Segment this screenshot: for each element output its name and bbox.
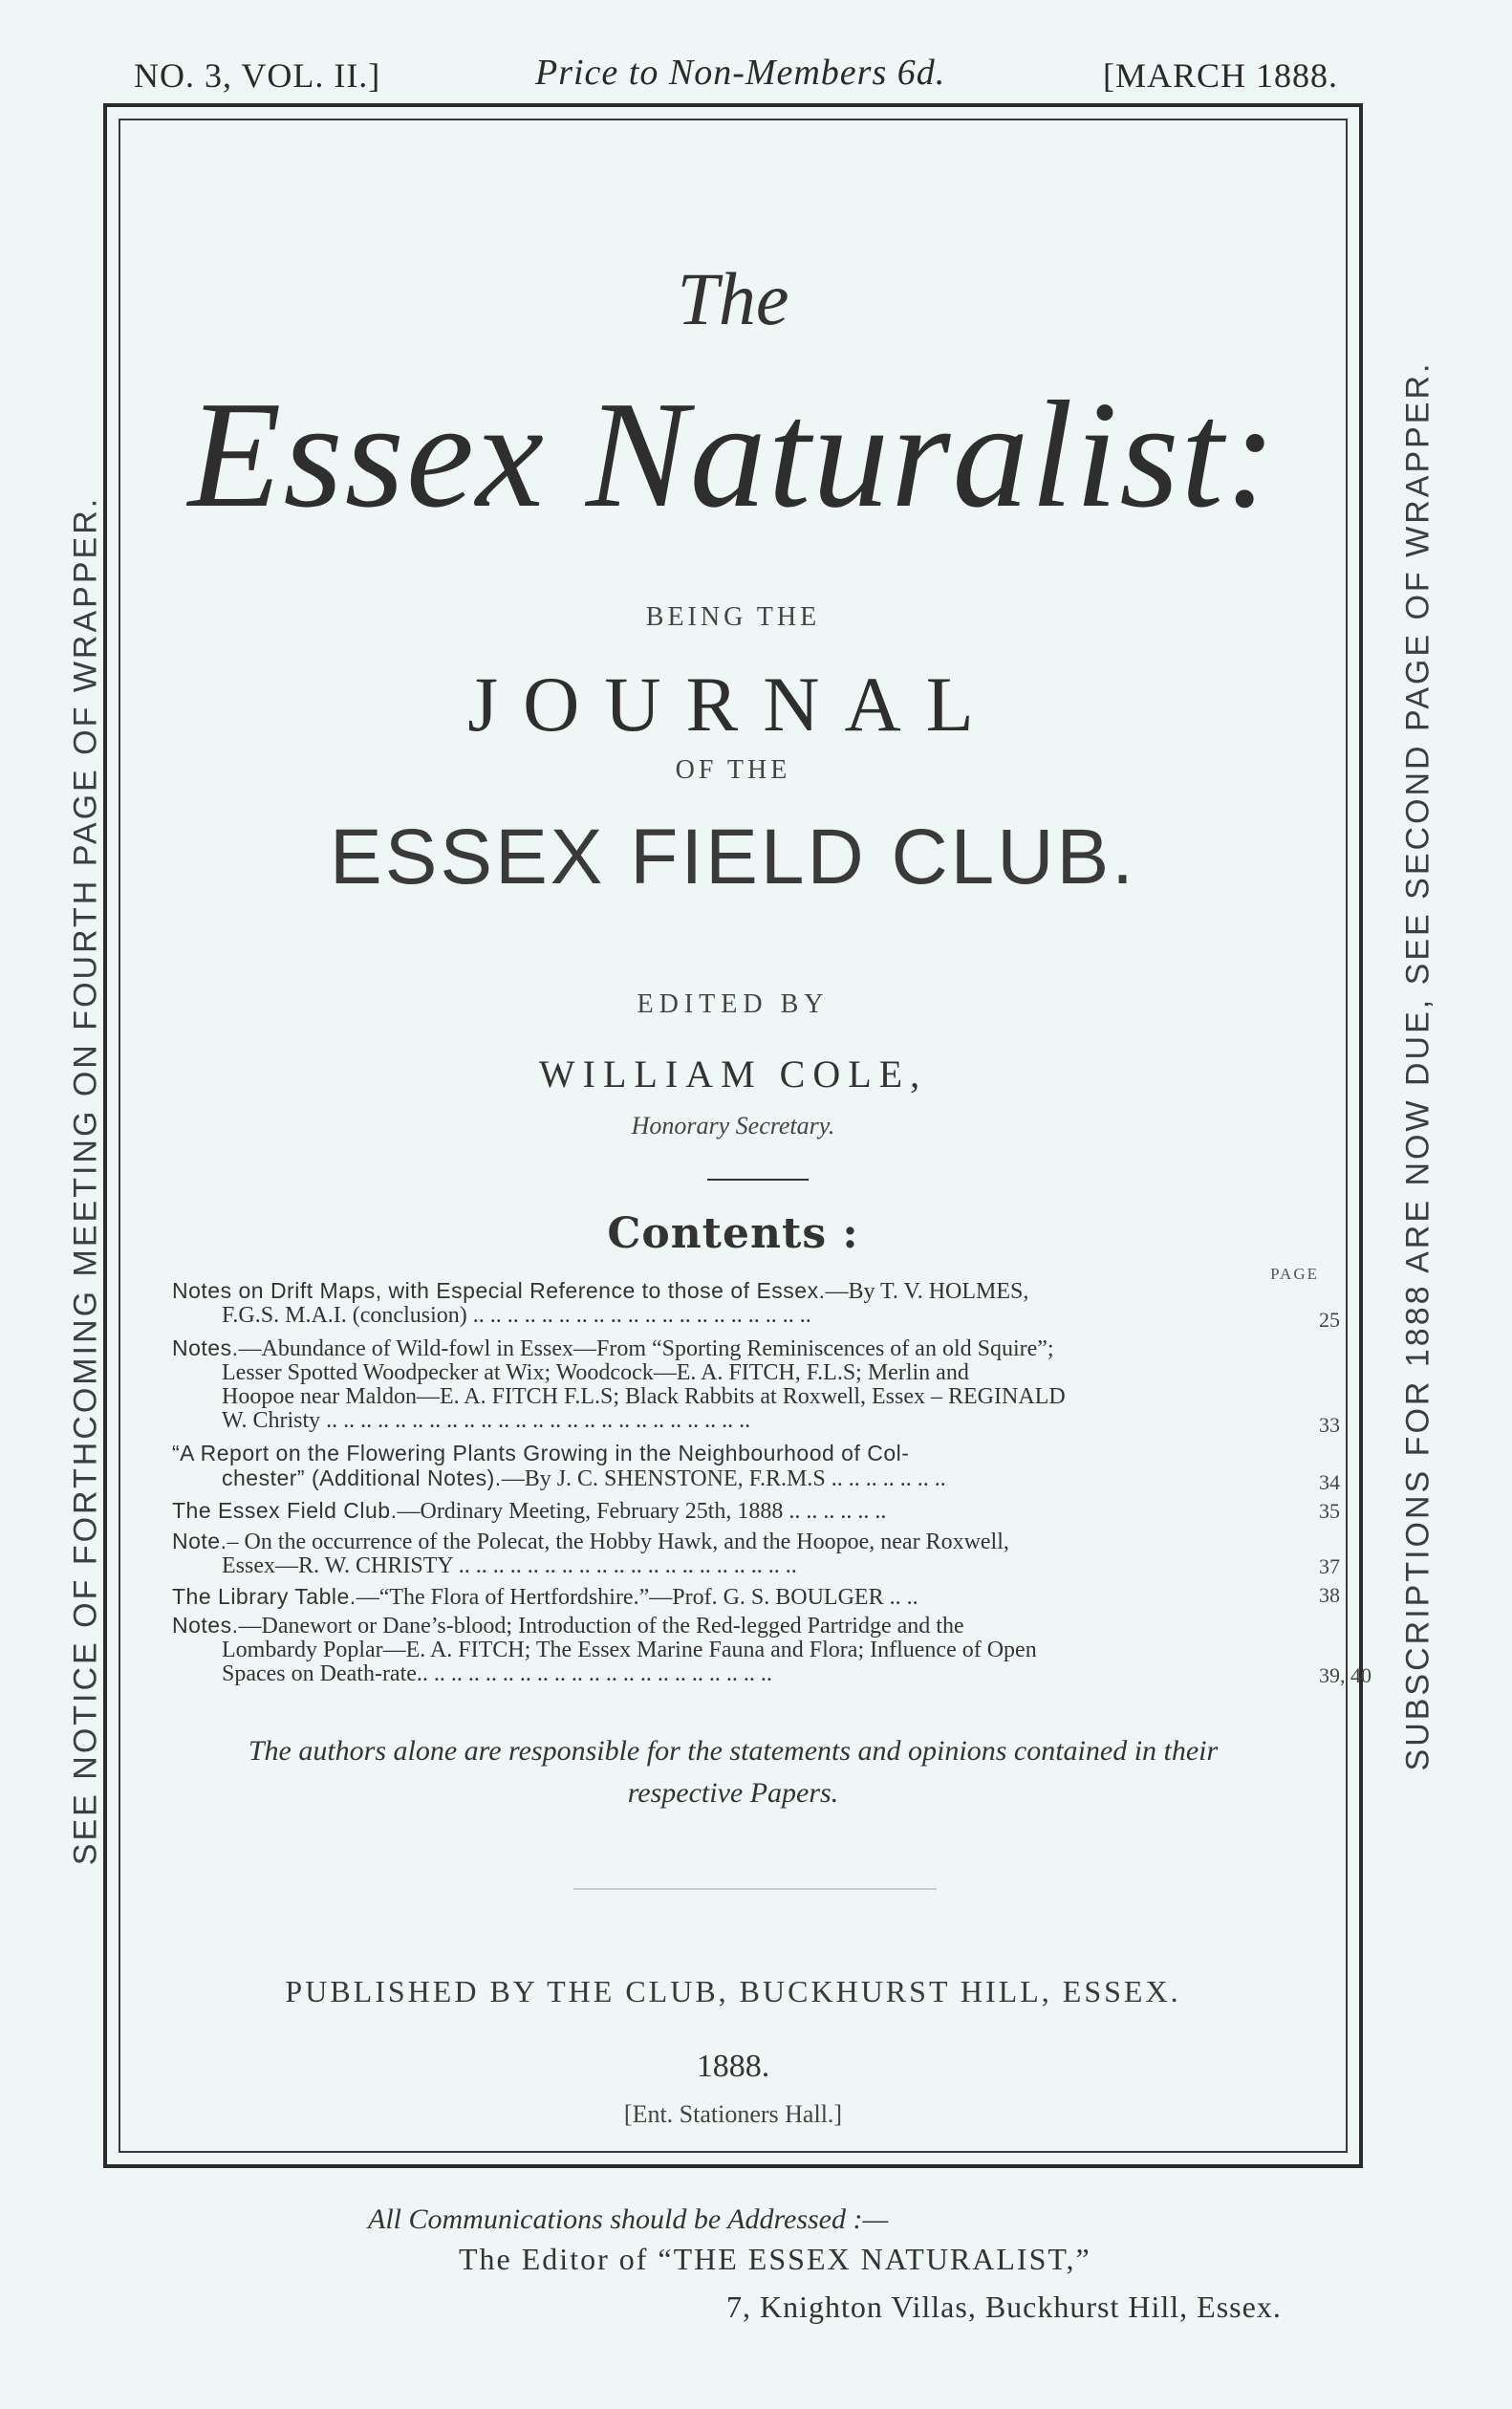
entry-title: Notes on Drift Maps, with Especial Reference to those of Essex.	[172, 1278, 826, 1303]
entered-note: [Ent. Stationers Hall.]	[623, 2100, 843, 2128]
masthead-line	[134, 46, 1338, 103]
contents-entry	[172, 1530, 1271, 1578]
faint-divider	[573, 1888, 937, 1890]
entry-line: Lombardy Poplar—E. A. FITCH; The Essex Marine Fauna and Flora; Influence of Open	[222, 1638, 1037, 1662]
issue-number: NO. 3, VOL. II.]	[134, 56, 381, 95]
entry-line: —Danewort or Dane’s-blood; Introduction of the Red-legged Partridge and the	[238, 1614, 964, 1639]
contents-entry	[172, 1442, 1271, 1491]
page-column-label: PAGE	[1270, 1265, 1319, 1283]
address-intro: All Communications should be Addressed :—	[368, 2203, 889, 2235]
of-the-label: OF THE	[675, 755, 791, 785]
entry-author: —By J. C. SHENSTONE, F.R.M.S .. .. .. .. .. .. ..	[501, 1466, 946, 1491]
entry-line: —“The Flora of Hertfordshire.”—Prof. G. S. BOULGER .. ..	[356, 1585, 918, 1610]
contents-entry	[172, 1585, 1271, 1610]
journal-title: Essex Naturalist:	[187, 369, 1279, 539]
title-article: The	[677, 257, 789, 340]
contents-entry	[172, 1336, 1271, 1433]
being-the-label: BEING THE	[645, 602, 821, 632]
contents-entry	[172, 1614, 1271, 1686]
journal-label: JOURNAL	[467, 661, 999, 748]
address-recipient: The Editor of “THE ESSEX NATURALIST,”	[459, 2242, 1091, 2276]
entry-author: —By T. V. HOLMES,	[825, 1279, 1029, 1304]
entry-page: 37	[1319, 1554, 1340, 1578]
entry-line: Lesser Spotted Woodpecker at Wix; Woodcock—E. A. FITCH, F.L.S; Merlin and	[222, 1360, 969, 1385]
entry-title: Notes.	[172, 1335, 239, 1360]
entry-line: —Ordinary Meeting, February 25th, 1888 .. .. .. .. .. ..	[397, 1499, 887, 1524]
entry-line: Spaces on Death-rate.. .. .. .. .. .. .. .. .. .. .. .. .. .. .. .. .. .. .. .. ..	[222, 1661, 772, 1686]
price-note: Price to Non-Members 6d.	[535, 53, 946, 93]
entry-title: Notes.	[172, 1613, 239, 1638]
entry-page: 35	[1319, 1499, 1340, 1523]
entry-page: 38	[1319, 1583, 1340, 1607]
edited-by-label: EDITED BY	[637, 989, 830, 1019]
notice-line: respective Papers.	[627, 1777, 839, 1809]
publisher-line: PUBLISHED BY THE CLUB, BUCKHURST HILL, ESSEX.	[285, 1974, 1181, 2008]
entry-title: The Library Table.	[172, 1584, 356, 1609]
entry-title: “A Report on the Flowering Plants Growing in the Neighbourhood of Col-	[172, 1441, 910, 1465]
entry-line: F.G.S. M.A.I. (conclusion) .. .. .. .. .. .. .. .. .. .. .. .. .. .. .. .. .. .. .. ..	[222, 1303, 811, 1328]
entry-page: 25	[1319, 1308, 1340, 1332]
entry-title: Note.	[172, 1529, 227, 1553]
side-notice-left: SEE NOTICE OF FORTHCOMING MEETING ON FOURTH PAGE OF WRAPPER.	[67, 495, 104, 1866]
entry-page: 39, 40	[1319, 1663, 1372, 1687]
club-name: ESSEX FIELD CLUB.	[330, 814, 1136, 901]
entry-title-cont: chester” (Additional Notes).	[222, 1465, 502, 1490]
entry-line: —Abundance of Wild-fowl in Essex—From “Sporting Reminiscences of an old Squire”;	[238, 1336, 1054, 1361]
divider-rule	[707, 1179, 809, 1181]
entry-title: The Essex Field Club.	[172, 1498, 398, 1523]
address-location: 7, Knighton Villas, Buckhurst Hill, Essex.	[726, 2290, 1282, 2324]
entry-page: 34	[1319, 1470, 1340, 1494]
contents-entry	[172, 1279, 1271, 1328]
contents-entry	[172, 1499, 1271, 1524]
notice-line: The authors alone are responsible for the statements and opinions contained in their	[248, 1735, 1219, 1767]
publication-year: 1888.	[696, 2049, 770, 2084]
entry-line: W. Christy .. .. .. .. .. .. .. .. .. .. .. .. .. .. .. .. .. .. .. .. .. .. .. .. ..	[222, 1408, 751, 1433]
side-notice-right: SUBSCRIPTIONS FOR 1888 ARE NOW DUE, SEE SECOND PAGE OF WRAPPER.	[1399, 360, 1436, 1771]
editor-role: Honorary Secretary.	[631, 1112, 835, 1139]
responsibility-notice	[119, 1730, 1348, 1814]
entry-line: – On the occurrence of the Polecat, the Hobby Hawk, and the Hoopoe, near Roxwell,	[227, 1530, 1009, 1554]
entry-line: Essex—R. W. CHRISTY .. .. .. .. .. .. .. .. .. .. .. .. .. .. .. .. .. .. .. ..	[222, 1553, 797, 1578]
entry-page: 33	[1319, 1413, 1340, 1437]
issue-date: [MARCH 1888.	[1102, 56, 1338, 95]
contents-heading: Contents :	[607, 1209, 859, 1258]
entry-line: Hoopoe near Maldon—E. A. FITCH F.L.S; Black Rabbits at Roxwell, Essex – REGINALD	[222, 1384, 1066, 1409]
editor-name: WILLIAM COLE,	[538, 1053, 928, 1096]
